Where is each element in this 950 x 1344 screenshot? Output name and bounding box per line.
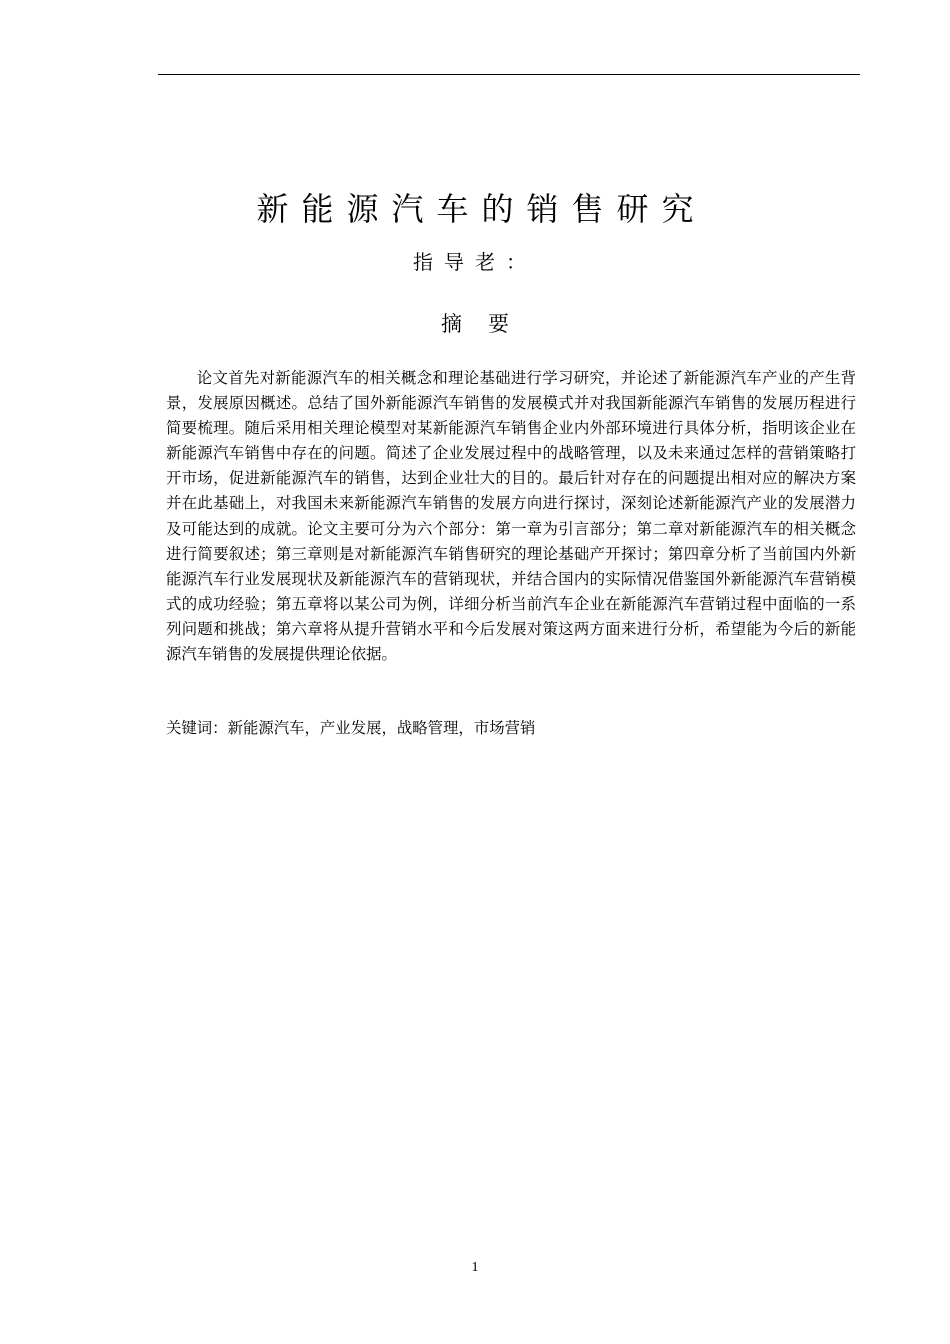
page-number: 1: [471, 1260, 479, 1275]
header-rule: [158, 74, 860, 75]
advisor-label: 指导老：: [413, 250, 537, 274]
abstract-body: 论文首先对新能源汽车的相关概念和理论基础进行学习研究，并论述了新能源汽车产业的产生背景，发展原因概述。总结了国外新能源汽车销售的发展模式并对我国新能源汽车销售的发展历程进行简要梳理。随后采用相关理论模型对某新能源汽车销售企业内外部环境进行具体分析，指明该企业在新能源汽车销售中存在的问题。简述了企业发展过程中的战略管理，以及未来通过怎样的营销策略打开市场，促进新能源汽车的销售，达到企业壮大的目的。最后针对存在的问题提出相对应的解决方案并在此基础上，对我国未来新能源汽车销售的发展方向进行探讨，深刻论述新能源汽产业的发展潜力及可能达到的成就。论文主要可分为六个部分：第一章为引言部分；第二章对新能源汽车的相关概念进行简要叙述；第三章则是对新能源汽车销售研究的理论基础产开探讨；第四章分析了当前国内外新能源汽车行业发展现状及新能源汽车的营销现状，并结合国内的实际情况借鉴国外新能源汽车营销模式的成功经验；第五章将以某公司为例，详细分析当前汽车企业在新能源汽车营销过程中面临的一系列问题和挑战；第六章将从提升营销水平和今后发展对策这两方面来进行分析，希望能为今后的新能源汽车销售的发展提供理论依据。: [166, 369, 856, 664]
abstract-heading: 摘要: [441, 312, 535, 336]
paper-title: 新能源汽车的销售研究: [256, 190, 707, 228]
keywords-line: 关键词：新能源汽车，产业发展，战略管理，市场营销: [166, 719, 536, 737]
